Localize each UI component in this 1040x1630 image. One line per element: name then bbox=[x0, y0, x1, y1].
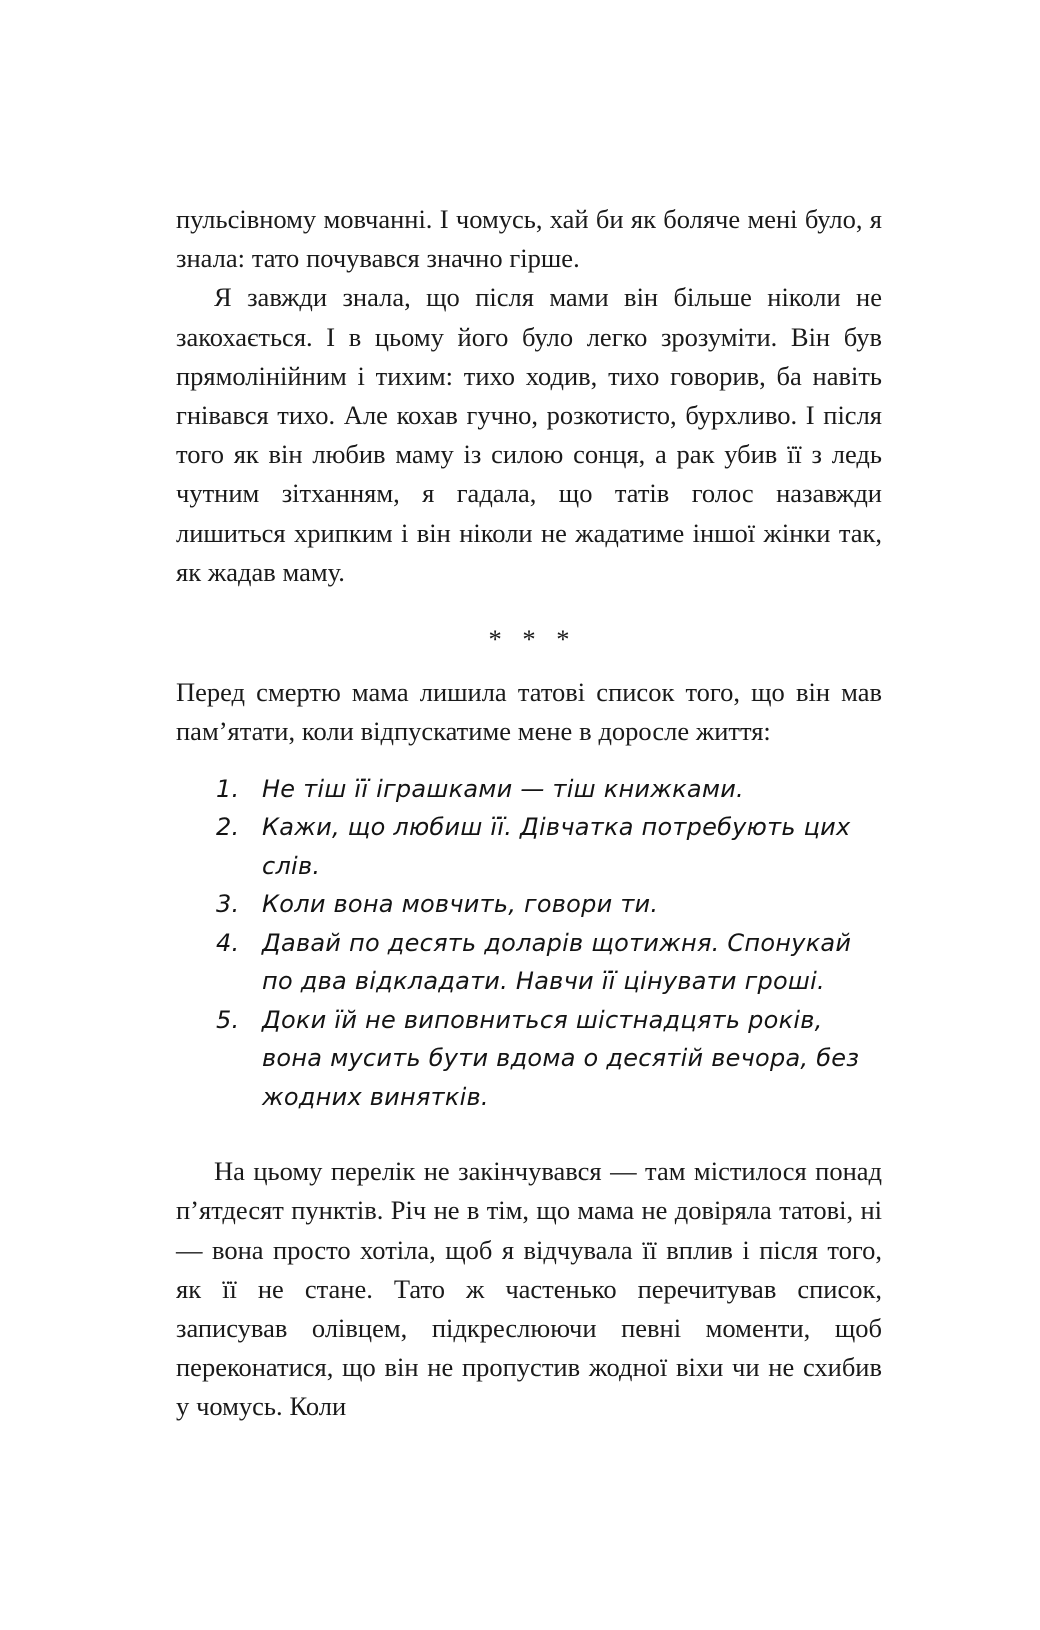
list-item-text: Доки їй не виповниться шістнадцять років, вона мусить бути вдома о десятій вечора, без жодних винятків. bbox=[262, 1005, 860, 1111]
list-item-number: 1. bbox=[216, 774, 240, 803]
list-item-text: Давай по десять доларів щотижня. Спонукай по два відкладати. Навчи її цінувати гроші. bbox=[262, 928, 852, 996]
list-item-number: 3. bbox=[216, 890, 240, 919]
list-item-text: Не тіш її іграшками — тіш книжками. bbox=[262, 774, 744, 803]
list-item bbox=[216, 885, 882, 924]
paragraph-about-father: Я завжди знала, що після мами він більше ніколи не закохається. І в цьому його було легко зрозуміти. Він був прямолінійним і тихим: тихо ходив, тихо говорив, ба навіть гнівався тихо. Але кохав гучно, розкотисто, бурхливо. І після того як він любив маму із силою сонця, а рак убив її з ледь чутним зітханням, я гадала, що татів голос назавжди лишиться хрипким і він ніколи не жадатиме іншої жінки так, як жадав маму. bbox=[176, 282, 882, 587]
list-item-number: 4. bbox=[216, 928, 240, 957]
text-column bbox=[176, 200, 882, 1427]
list-item bbox=[216, 808, 882, 885]
mothers-list bbox=[176, 752, 882, 1127]
list-item bbox=[216, 770, 882, 809]
list-bottom-spacer bbox=[176, 1126, 882, 1152]
paragraph-continuation: пульсівному мовчанні. І чомусь, хай би як боляче мені було, я знала: тато почувався значно гірше. bbox=[176, 204, 882, 274]
list-item-number: 2. bbox=[216, 813, 240, 842]
paragraph-list-intro: Перед смертю мама лишила татові список того, що він мав пам’ятати, коли відпускатиме мене в доросле життя: bbox=[176, 677, 882, 747]
list-item bbox=[216, 924, 882, 1001]
list-item-number: 5. bbox=[216, 1005, 240, 1034]
list-item-text: Кажи, що любиш її. Дівчатка потребують цих слів. bbox=[262, 813, 851, 880]
list-item bbox=[216, 1001, 882, 1117]
list-item-text: Коли вона мовчить, говори ти. bbox=[262, 890, 659, 919]
paragraph-closing: На цьому перелік не закінчувався — там містилося понад п’ятдесят пунктів. Річ не в тім, що мама не довіряла татові, ні — вона просто хотіла, щоб я відчувала її вплив і після того, як її не стане. Тато ж частенько перечитував список, записував олівцем, підкреслюючи певні моменти, щоб переконатися, що він не пропустив жодної віхи чи не схибив у чомусь. Коли bbox=[176, 1156, 882, 1422]
section-break: * * * bbox=[488, 624, 577, 655]
